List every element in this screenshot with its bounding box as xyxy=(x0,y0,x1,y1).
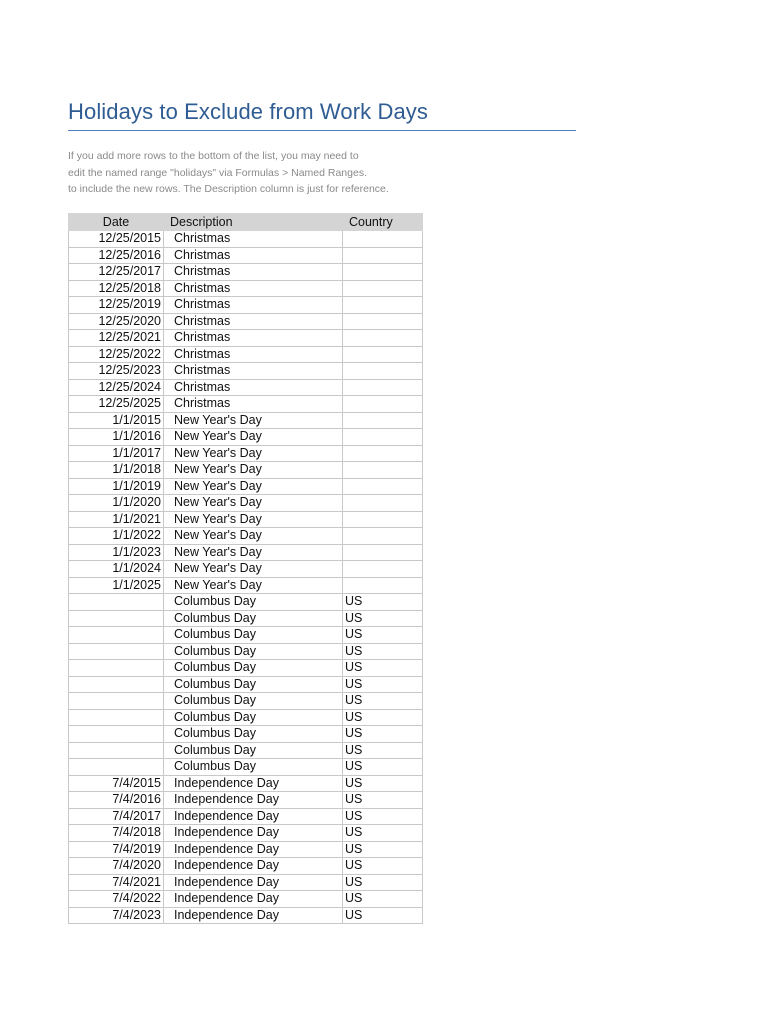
title-underline xyxy=(68,130,576,131)
country-cell[interactable] xyxy=(343,363,423,380)
description-cell[interactable]: Independence Day xyxy=(164,841,343,858)
date-cell[interactable]: 12/25/2019 xyxy=(69,297,164,314)
country-cell[interactable] xyxy=(343,561,423,578)
table-row xyxy=(69,907,423,924)
table-row xyxy=(69,610,423,627)
country-cell[interactable] xyxy=(343,528,423,545)
date-cell[interactable]: 12/25/2021 xyxy=(69,330,164,347)
table-row xyxy=(69,891,423,908)
table-row xyxy=(69,396,423,413)
country-cell[interactable]: US xyxy=(343,610,423,627)
table-row xyxy=(69,726,423,743)
country-cell[interactable] xyxy=(343,544,423,561)
table-row xyxy=(69,247,423,264)
description-cell[interactable]: Christmas xyxy=(164,313,343,330)
description-cell[interactable]: Independence Day xyxy=(164,775,343,792)
table-row xyxy=(69,280,423,297)
note-line-2: edit the named range "holidays" via Formulas > Named Ranges. xyxy=(68,166,367,179)
table-row xyxy=(69,858,423,875)
holidays-table xyxy=(68,213,423,924)
country-cell[interactable]: US xyxy=(343,891,423,908)
table-row xyxy=(69,775,423,792)
date-cell[interactable]: 7/4/2021 xyxy=(69,874,164,891)
table-row xyxy=(69,825,423,842)
description-cell[interactable]: New Year's Day xyxy=(164,462,343,479)
description-cell[interactable]: New Year's Day xyxy=(164,495,343,512)
table-row xyxy=(69,462,423,479)
description-cell[interactable]: Columbus Day xyxy=(164,643,343,660)
country-cell[interactable]: US xyxy=(343,775,423,792)
description-cell[interactable]: Columbus Day xyxy=(164,660,343,677)
header-description[interactable]: Description xyxy=(164,214,343,231)
description-cell[interactable]: Independence Day xyxy=(164,792,343,809)
country-cell[interactable] xyxy=(343,297,423,314)
country-cell[interactable] xyxy=(343,346,423,363)
table-row xyxy=(69,759,423,776)
description-cell[interactable]: New Year's Day xyxy=(164,577,343,594)
date-cell[interactable] xyxy=(69,627,164,644)
country-cell[interactable]: US xyxy=(343,726,423,743)
table-row xyxy=(69,346,423,363)
date-cell[interactable]: 1/1/2015 xyxy=(69,412,164,429)
table-row xyxy=(69,363,423,380)
country-cell[interactable] xyxy=(343,280,423,297)
table-row xyxy=(69,808,423,825)
country-cell[interactable]: US xyxy=(343,792,423,809)
date-cell[interactable]: 12/25/2023 xyxy=(69,363,164,380)
description-cell[interactable]: Christmas xyxy=(164,396,343,413)
table-row xyxy=(69,841,423,858)
description-cell[interactable]: Independence Day xyxy=(164,891,343,908)
date-cell[interactable]: 1/1/2025 xyxy=(69,577,164,594)
table-row xyxy=(69,742,423,759)
country-cell[interactable]: US xyxy=(343,660,423,677)
country-cell[interactable] xyxy=(343,330,423,347)
date-cell[interactable] xyxy=(69,726,164,743)
table-row xyxy=(69,297,423,314)
date-cell[interactable]: 7/4/2019 xyxy=(69,841,164,858)
table-row xyxy=(69,495,423,512)
page-title: Holidays to Exclude from Work Days xyxy=(68,99,428,124)
table-row xyxy=(69,874,423,891)
date-cell[interactable]: 7/4/2015 xyxy=(69,775,164,792)
description-cell[interactable]: New Year's Day xyxy=(164,445,343,462)
description-cell[interactable]: Independence Day xyxy=(164,907,343,924)
date-cell[interactable]: 7/4/2018 xyxy=(69,825,164,842)
table-row xyxy=(69,594,423,611)
country-cell[interactable]: US xyxy=(343,841,423,858)
description-cell[interactable]: Columbus Day xyxy=(164,726,343,743)
table-row xyxy=(69,544,423,561)
country-cell[interactable] xyxy=(343,396,423,413)
instructions-note xyxy=(68,148,488,198)
description-cell[interactable]: Christmas xyxy=(164,330,343,347)
date-cell[interactable] xyxy=(69,759,164,776)
description-cell[interactable]: Columbus Day xyxy=(164,627,343,644)
date-cell[interactable] xyxy=(69,610,164,627)
country-cell[interactable]: US xyxy=(343,627,423,644)
description-cell[interactable]: New Year's Day xyxy=(164,429,343,446)
description-cell[interactable]: Columbus Day xyxy=(164,693,343,710)
date-cell[interactable] xyxy=(69,660,164,677)
table-row xyxy=(69,792,423,809)
table-row xyxy=(69,429,423,446)
date-cell[interactable] xyxy=(69,693,164,710)
date-cell[interactable]: 12/25/2025 xyxy=(69,396,164,413)
country-cell[interactable] xyxy=(343,429,423,446)
description-cell[interactable]: Columbus Day xyxy=(164,709,343,726)
date-cell[interactable]: 1/1/2022 xyxy=(69,528,164,545)
table-row xyxy=(69,709,423,726)
date-cell[interactable]: 12/25/2016 xyxy=(69,247,164,264)
description-cell[interactable]: New Year's Day xyxy=(164,528,343,545)
country-cell[interactable] xyxy=(343,264,423,281)
table-row xyxy=(69,643,423,660)
table-row xyxy=(69,577,423,594)
date-cell[interactable]: 12/25/2015 xyxy=(69,231,164,248)
description-cell[interactable]: Christmas xyxy=(164,247,343,264)
date-cell[interactable]: 12/25/2018 xyxy=(69,280,164,297)
date-cell[interactable]: 1/1/2021 xyxy=(69,511,164,528)
country-cell[interactable] xyxy=(343,462,423,479)
date-cell[interactable] xyxy=(69,643,164,660)
description-cell[interactable]: New Year's Day xyxy=(164,544,343,561)
date-cell[interactable]: 12/25/2024 xyxy=(69,379,164,396)
country-cell[interactable]: US xyxy=(343,709,423,726)
date-cell[interactable]: 7/4/2017 xyxy=(69,808,164,825)
description-cell[interactable]: Christmas xyxy=(164,346,343,363)
description-cell[interactable]: Christmas xyxy=(164,379,343,396)
country-cell[interactable] xyxy=(343,313,423,330)
country-cell[interactable] xyxy=(343,495,423,512)
description-cell[interactable]: Christmas xyxy=(164,231,343,248)
description-cell[interactable]: Columbus Day xyxy=(164,742,343,759)
date-cell[interactable]: 7/4/2023 xyxy=(69,907,164,924)
header-country[interactable]: Country xyxy=(343,214,423,231)
date-cell[interactable]: 7/4/2016 xyxy=(69,792,164,809)
country-cell[interactable]: US xyxy=(343,808,423,825)
country-cell[interactable] xyxy=(343,379,423,396)
date-cell[interactable] xyxy=(69,742,164,759)
country-cell[interactable] xyxy=(343,478,423,495)
description-cell[interactable]: Columbus Day xyxy=(164,594,343,611)
description-cell[interactable]: Christmas xyxy=(164,297,343,314)
description-cell[interactable]: New Year's Day xyxy=(164,511,343,528)
date-cell[interactable] xyxy=(69,676,164,693)
country-cell[interactable]: US xyxy=(343,907,423,924)
description-cell[interactable]: Columbus Day xyxy=(164,610,343,627)
table-row xyxy=(69,379,423,396)
description-cell[interactable]: New Year's Day xyxy=(164,478,343,495)
country-cell[interactable] xyxy=(343,445,423,462)
country-cell[interactable] xyxy=(343,247,423,264)
description-cell[interactable]: Independence Day xyxy=(164,874,343,891)
date-cell[interactable]: 1/1/2017 xyxy=(69,445,164,462)
country-cell[interactable]: US xyxy=(343,676,423,693)
table-row xyxy=(69,561,423,578)
table-row xyxy=(69,676,423,693)
date-cell[interactable]: 7/4/2020 xyxy=(69,858,164,875)
country-cell[interactable] xyxy=(343,577,423,594)
description-cell[interactable]: Christmas xyxy=(164,280,343,297)
country-cell[interactable]: US xyxy=(343,825,423,842)
country-cell[interactable] xyxy=(343,231,423,248)
country-cell[interactable] xyxy=(343,511,423,528)
table-row xyxy=(69,528,423,545)
date-cell[interactable]: 12/25/2020 xyxy=(69,313,164,330)
header-row xyxy=(69,214,423,231)
description-cell[interactable]: New Year's Day xyxy=(164,561,343,578)
description-cell[interactable]: Columbus Day xyxy=(164,676,343,693)
header-date[interactable]: Date xyxy=(69,214,164,231)
table-body xyxy=(69,231,423,924)
date-cell[interactable] xyxy=(69,709,164,726)
country-cell[interactable]: US xyxy=(343,693,423,710)
table-row xyxy=(69,693,423,710)
table-row xyxy=(69,478,423,495)
country-cell[interactable]: US xyxy=(343,742,423,759)
description-cell[interactable]: Independence Day xyxy=(164,825,343,842)
date-cell[interactable]: 1/1/2024 xyxy=(69,561,164,578)
country-cell[interactable]: US xyxy=(343,759,423,776)
country-cell[interactable]: US xyxy=(343,858,423,875)
country-cell[interactable]: US xyxy=(343,594,423,611)
table-row xyxy=(69,511,423,528)
date-cell[interactable]: 1/1/2020 xyxy=(69,495,164,512)
table-row xyxy=(69,627,423,644)
note-line-1: If you add more rows to the bottom of the list, you may need to xyxy=(68,150,359,162)
country-cell[interactable]: US xyxy=(343,874,423,891)
description-cell[interactable]: Christmas xyxy=(164,363,343,380)
description-cell[interactable]: Columbus Day xyxy=(164,759,343,776)
description-cell[interactable]: Independence Day xyxy=(164,858,343,875)
table-row xyxy=(69,313,423,330)
description-cell[interactable]: New Year's Day xyxy=(164,412,343,429)
table-row xyxy=(69,330,423,347)
description-cell[interactable]: Independence Day xyxy=(164,808,343,825)
date-cell[interactable] xyxy=(69,594,164,611)
country-cell[interactable]: US xyxy=(343,643,423,660)
date-cell[interactable]: 1/1/2018 xyxy=(69,462,164,479)
date-cell[interactable]: 1/1/2023 xyxy=(69,544,164,561)
note-line-3: to include the new rows. The Description column is just for reference. xyxy=(68,183,389,195)
country-cell[interactable] xyxy=(343,412,423,429)
date-cell[interactable]: 1/1/2019 xyxy=(69,478,164,495)
table-row xyxy=(69,412,423,429)
date-cell[interactable]: 7/4/2022 xyxy=(69,891,164,908)
table-row xyxy=(69,231,423,248)
date-cell[interactable]: 12/25/2017 xyxy=(69,264,164,281)
table-row xyxy=(69,264,423,281)
table-row xyxy=(69,660,423,677)
date-cell[interactable]: 1/1/2016 xyxy=(69,429,164,446)
description-cell[interactable]: Christmas xyxy=(164,264,343,281)
date-cell[interactable]: 12/25/2022 xyxy=(69,346,164,363)
table-header xyxy=(69,214,423,231)
table-row xyxy=(69,445,423,462)
